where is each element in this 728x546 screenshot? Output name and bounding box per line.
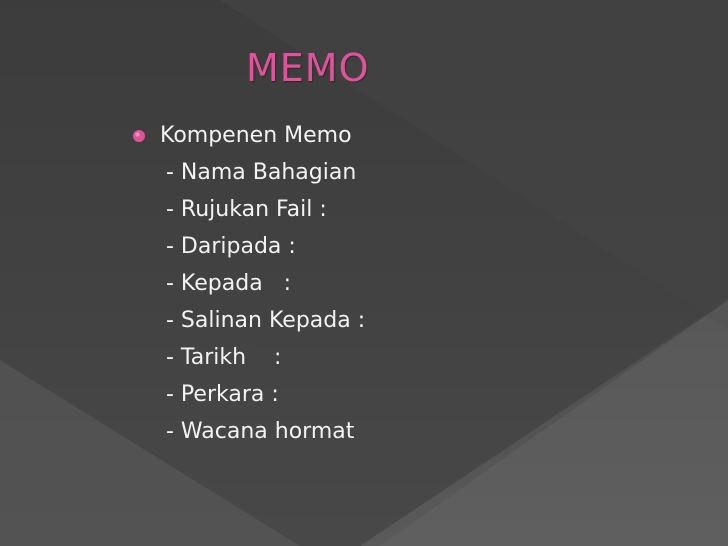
sub-item: - Salinan Kepada : (166, 308, 366, 333)
slide-content (132, 117, 612, 450)
bullet-label: Kompenen Memo (160, 123, 352, 148)
sub-item: - Kepada : (166, 271, 292, 296)
sub-item: - Rujukan Fail : (166, 197, 327, 222)
sub-item: - Tarikh : (166, 345, 282, 370)
round-bullet-icon (132, 129, 146, 143)
slide-title: MEMO (246, 46, 370, 90)
bullet-item (132, 117, 612, 154)
sub-item: - Daripada : (166, 234, 296, 259)
sub-item: - Wacana hormat (166, 419, 355, 444)
sub-item: - Nama Bahagian (166, 160, 357, 185)
sub-item: - Perkara : (166, 382, 279, 407)
